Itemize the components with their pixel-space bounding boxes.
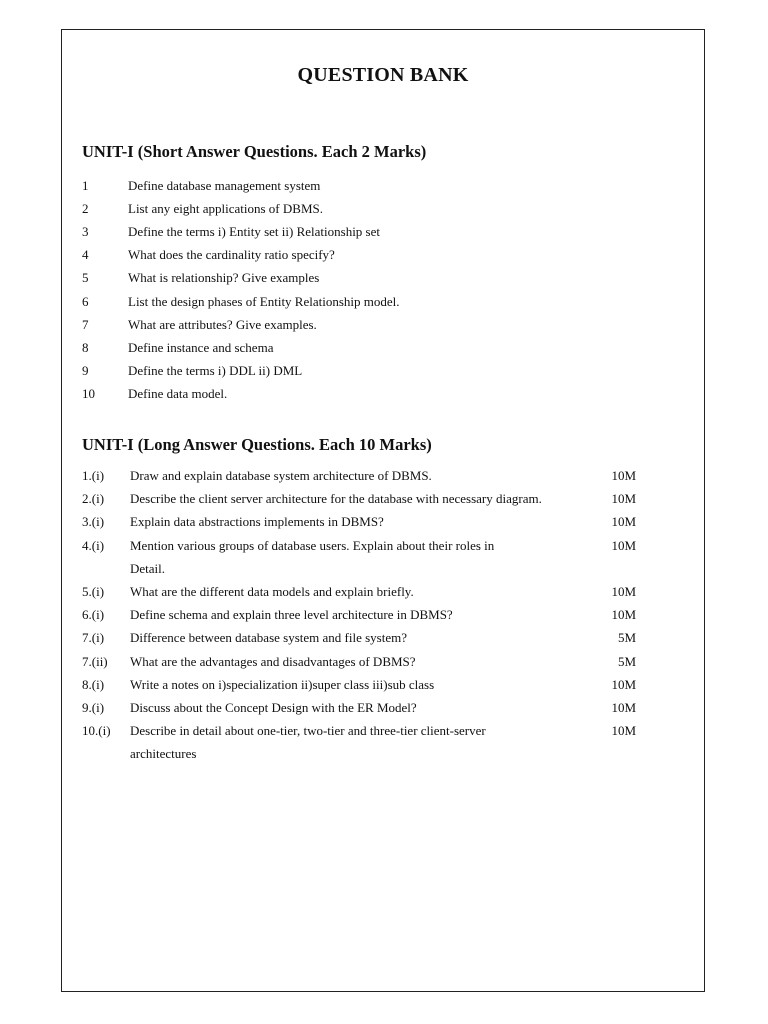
- question-text: [130, 510, 580, 533]
- question-number: 4: [82, 247, 89, 263]
- question-number: 2: [82, 200, 89, 216]
- question-marks: 10M: [611, 676, 636, 692]
- question-text-line: Describe in detail about one-tier, two-tier and three-tier client-server: [130, 723, 486, 739]
- document-page: [61, 29, 705, 992]
- question-number: 9: [82, 363, 89, 379]
- long-question-row: [82, 626, 638, 649]
- question-number: 8: [82, 339, 89, 355]
- question-text-line: Detail.: [130, 560, 166, 576]
- question-text: [130, 464, 580, 487]
- question-text: Define instance and schema: [128, 339, 274, 355]
- question-marks: 10M: [611, 491, 636, 507]
- question-text: [130, 487, 580, 510]
- question-number: 1: [82, 177, 89, 193]
- short-question-row: [82, 220, 400, 243]
- question-text-line: Define schema and explain three level architecture in DBMS?: [130, 607, 453, 623]
- question-text-line: What are the different data models and explain briefly.: [130, 584, 414, 600]
- short-answer-list: [82, 174, 400, 406]
- question-text: [130, 626, 580, 649]
- short-question-row: [82, 244, 400, 267]
- question-text-line: Difference between database system and file system?: [130, 630, 407, 646]
- question-marks: 5M: [617, 653, 636, 669]
- question-marks: 10M: [611, 537, 636, 553]
- long-answer-list: [82, 464, 638, 766]
- question-number: 10.(i): [82, 723, 111, 739]
- question-text: Define the terms i) DDL ii) DML: [128, 363, 303, 379]
- question-number: 6.(i): [82, 607, 105, 623]
- short-question-row: [82, 336, 400, 359]
- question-text: [130, 696, 580, 719]
- question-marks: 10M: [611, 723, 636, 739]
- long-question-row: [82, 603, 638, 626]
- short-question-row: [82, 383, 400, 406]
- question-marks: 10M: [611, 700, 636, 716]
- page-title: QUESTION BANK: [297, 64, 469, 86]
- short-question-row: [82, 290, 400, 313]
- long-question-row: [82, 650, 638, 673]
- short-question-row: [82, 174, 400, 197]
- question-marks: 10M: [611, 584, 636, 600]
- long-question-row: [82, 464, 638, 487]
- question-number: 7: [82, 316, 89, 332]
- long-answer-heading: UNIT-I (Long Answer Questions. Each 10 Marks): [82, 435, 432, 454]
- short-question-row: [82, 313, 400, 336]
- question-text: List the design phases of Entity Relationship model.: [128, 293, 400, 309]
- question-text-line: What are the advantages and disadvantages of DBMS?: [130, 653, 416, 669]
- question-text-line: Write a notes on i)specialization ii)super class iii)sub class: [130, 676, 435, 692]
- long-question-row: [82, 534, 638, 580]
- question-text-line: architectures: [130, 746, 197, 762]
- long-question-row: [82, 487, 638, 510]
- long-question-row: [82, 673, 638, 696]
- long-question-row: [82, 696, 638, 719]
- question-marks: 5M: [617, 630, 636, 646]
- question-text: [130, 719, 580, 765]
- question-text: [130, 650, 580, 673]
- question-text: Define the terms i) Entity set ii) Relationship set: [128, 223, 381, 239]
- question-number: 5: [82, 270, 89, 286]
- short-question-row: [82, 267, 400, 290]
- question-text: [130, 603, 580, 626]
- question-text: Define data model.: [128, 386, 228, 402]
- question-text: [130, 534, 580, 580]
- question-text: Define database management system: [128, 177, 321, 193]
- question-number: 8.(i): [82, 676, 105, 692]
- question-number: 7.(i): [82, 630, 105, 646]
- question-text: List any eight applications of DBMS.: [128, 200, 323, 216]
- question-number: 3: [82, 223, 89, 239]
- long-question-row: [82, 510, 638, 533]
- question-text: What are attributes? Give examples.: [128, 316, 317, 332]
- question-number: 10: [82, 386, 95, 402]
- question-text-line: Describe the client server architecture for the database with necessary diagram.: [130, 491, 542, 507]
- question-number: 9.(i): [82, 700, 105, 716]
- question-number: 6: [82, 293, 89, 309]
- question-text-line: Explain data abstractions implements in DBMS?: [130, 514, 384, 530]
- question-text-line: Mention various groups of database users. Explain about their roles in: [130, 537, 495, 553]
- long-question-row: [82, 719, 638, 765]
- short-answer-heading: UNIT-I (Short Answer Questions. Each 2 Marks): [82, 142, 427, 161]
- question-number: 7.(ii): [82, 653, 108, 669]
- short-question-row: [82, 360, 400, 383]
- question-text-line: Discuss about the Concept Design with the ER Model?: [130, 700, 417, 716]
- question-number: 5.(i): [82, 584, 105, 600]
- question-text: What is relationship? Give examples: [128, 270, 320, 286]
- long-question-row: [82, 580, 638, 603]
- question-number: 2.(i): [82, 491, 105, 507]
- question-number: 1.(i): [82, 468, 105, 483]
- question-text: [130, 673, 580, 696]
- question-number: 4.(i): [82, 537, 105, 553]
- short-question-row: [82, 197, 400, 220]
- question-number: 3.(i): [82, 514, 105, 530]
- question-text-line: Draw and explain database system architecture of DBMS.: [130, 468, 432, 483]
- question-text: What does the cardinality ratio specify?: [128, 247, 335, 263]
- question-text: [130, 580, 580, 603]
- question-marks: 10M: [611, 514, 636, 530]
- question-marks: 10M: [611, 468, 636, 483]
- question-marks: 10M: [611, 607, 636, 623]
